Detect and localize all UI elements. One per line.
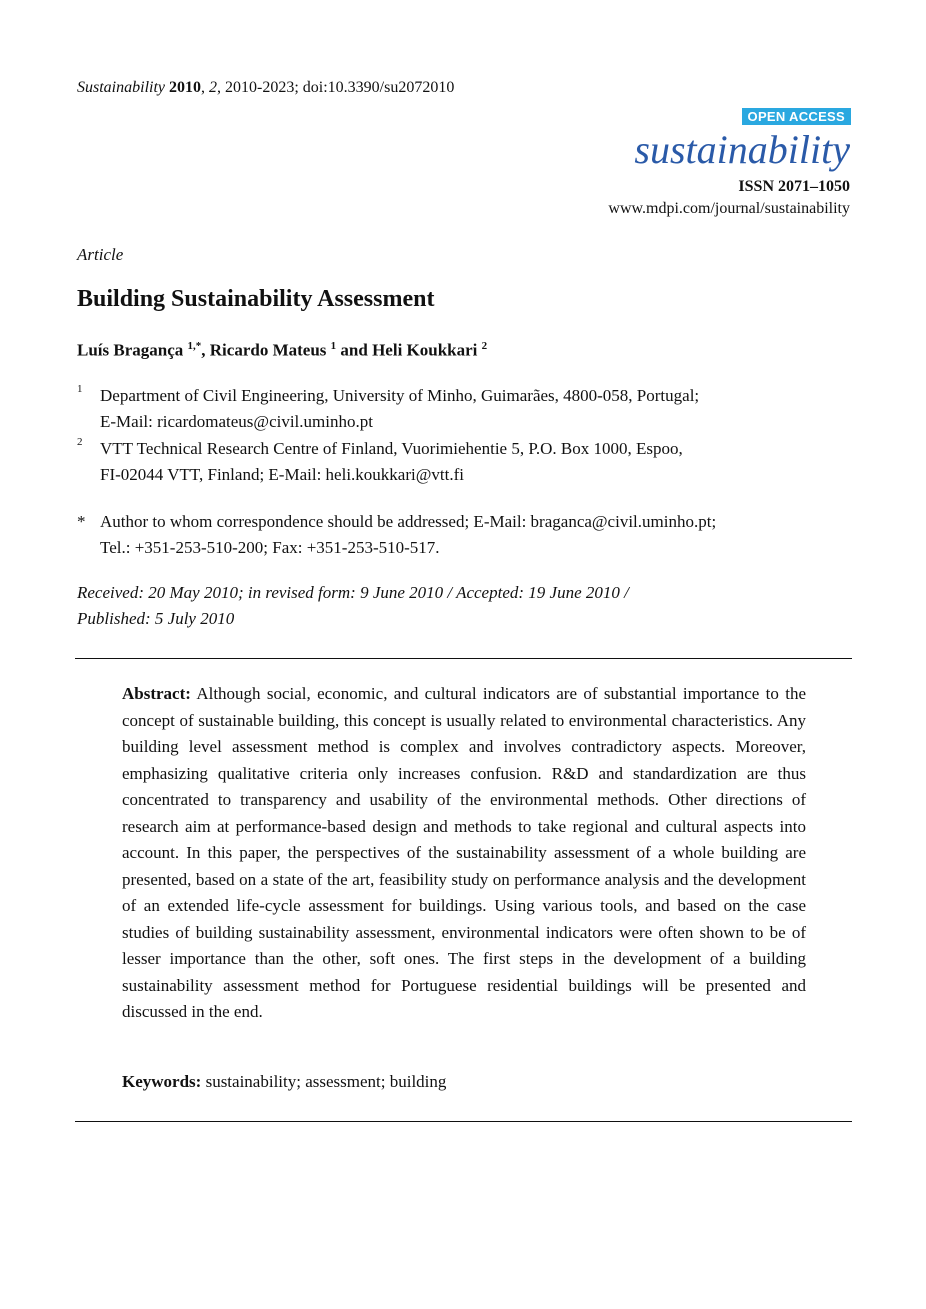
paper-title: Building Sustainability Assessment [77,286,435,312]
abstract [122,681,806,1026]
affiliation-line: Department of Civil Engineering, University of Minho, Guimarães, 4800-058, Portugal; [100,386,700,405]
keywords-label: Keywords: [122,1072,202,1091]
author-affiliation-mark: 1,* [187,340,202,352]
affiliation-email: E-Mail: ricardomateus@civil.uminho.pt [100,412,373,431]
publication-dates: Received: 20 May 2010; in revised form: 9 June 2010 / Accepted: 19 June 2010 / [77,583,629,602]
affiliation-line: VTT Technical Research Centre of Finland, Vuorimiehentie 5, P.O. Box 1000, Espoo, [100,439,683,458]
abstract-label: Abstract: [122,684,191,703]
author-list: Luís Bragança $^{1,*}$, Ricardo Mateus $^1$ and Heli Koukkari $^2$ [77,340,488,360]
open-access-badge: OPEN ACCESS [742,108,851,125]
affiliation-number: 1 [77,383,83,395]
correspondence-contact: Tel.: +351-253-510-200; Fax: +351-253-510-517. [100,538,440,557]
citation-line: Sustainability 2010, 2, 2010-2023; doi:10.3390/su2072010 [77,79,455,96]
author-name: Heli Koukkari [372,340,478,360]
citation-volume: 2 [209,79,217,96]
correspondence-line: Author to whom correspondence should be addressed; E-Mail: braganca@civil.uminho.pt; [100,512,717,531]
author-affiliation-mark: 1 [330,340,337,352]
journal-logo: sustainability [634,127,850,172]
affiliation-number: 2 [77,436,83,448]
divider-bottom [75,1121,852,1122]
citation-journal: Sustainability [77,79,165,96]
issn: ISSN 2071–1050 [738,178,850,195]
correspondence-mark: * [77,512,86,531]
journal-url[interactable]: www.mdpi.com/journal/sustainability [608,200,850,217]
keywords [122,1072,446,1092]
keywords-text: sustainability; assessment; building [205,1072,447,1091]
author-name: Luís Bragança [77,340,184,360]
article-type: Article [77,245,124,264]
citation-year: 2010 [169,79,201,96]
citation-pages-doi: , 2010-2023; doi:10.3390/su2072010 [217,79,455,96]
author-name: Ricardo Mateus [209,340,327,360]
published-date: Published: 5 July 2010 [77,609,235,628]
author-affiliation-mark: 2 [481,340,488,352]
divider-top [75,658,852,659]
affiliation-email: FI-02044 VTT, Finland; E-Mail: heli.koukkari@vtt.fi [100,465,464,484]
abstract-text: Although social, economic, and cultural indicators are of substantial importance to the concept of sustainable building, this concept is usually related to environmental characteristics. Any building level assessment method is complex and involves contradictory aspects. Moreover, emphasizing qualitative criteria only increases confusion. R&D and standardization are thus concentrated to transparency and usability of the environmental methods. Other directions of research aim at performance-based design and methods to take regional and cultural aspects into account. In this paper, the perspectives of the sustainability assessment of a whole building are presented, based on a state of the art, feasibility study on performance analysis and the development of an extended life-cycle assessment for buildings. Using various tools, and based on the case studies of building sustainability assessment, environmental indicators were often shown to be of lesser importance than the other, soft ones. The first steps in the development of a building sustainability assessment method for Portuguese residential buildings will be presented and discussed in the end. [122,684,807,1021]
